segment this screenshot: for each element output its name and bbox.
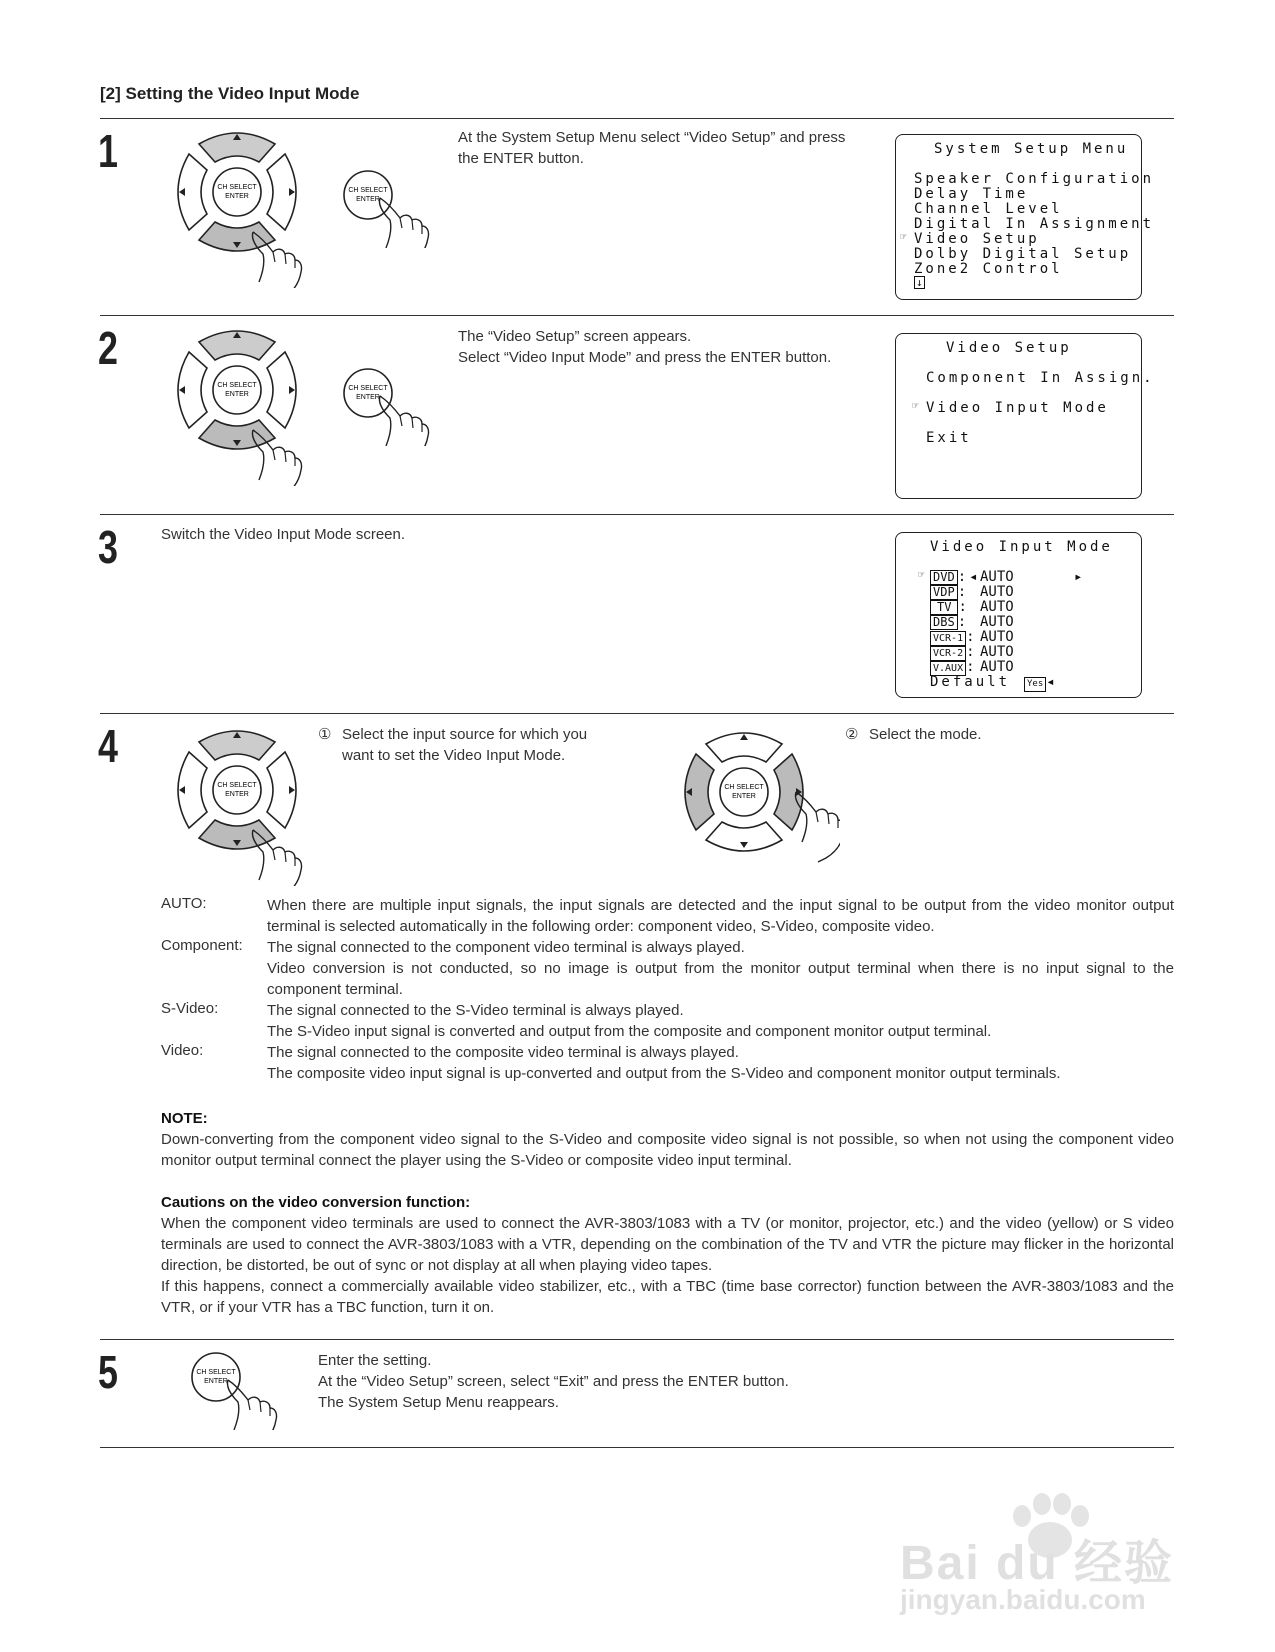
sub-step-1-marker: ① [318, 726, 332, 743]
mode-value: AUTO [980, 599, 1014, 615]
remote-dpad-down-pressed [175, 726, 305, 886]
glossary-definition: The composite video input signal is up-converted and output from the S-Video and component monitor output terminals. [267, 1065, 1061, 1082]
enter-button-pressed [340, 366, 430, 446]
cautions-paragraph: If this happens, connect a commercially available video stabilizer, etc., with a TBC (time base corrector) function between the AVR-3803/1083 and the VTR, or if your VTR has a TBC function, turn it on. [161, 1278, 1174, 1316]
step-2-text-line2: Select “Video Input Mode” and press the ENTER button. [458, 349, 832, 366]
sub-step-2-text: Select the mode. [869, 726, 982, 743]
osd-title: System Setup Menu [934, 141, 1129, 157]
divider [100, 118, 1174, 119]
osd-item: Digital In Assignment [914, 216, 1155, 232]
section-title: [2] Setting the Video Input Mode [100, 84, 360, 103]
sub-step-1-line2: want to set the Video Input Mode. [342, 747, 566, 764]
pointer-icon: ☞ [900, 230, 910, 243]
arrow-right-icon: ▸ [1074, 569, 1083, 585]
step-number: 2 [98, 322, 118, 374]
watermark-url: jingyan.baidu.com [900, 1584, 1146, 1615]
mode-value: AUTO [980, 659, 1014, 675]
source-tag: TV [930, 600, 958, 615]
source-tag: VCR-1 [930, 631, 966, 646]
mode-value: AUTO [980, 584, 1014, 600]
mode-value: AUTO [980, 629, 1014, 645]
svg-text:CH SELECT: CH SELECT [217, 184, 257, 191]
osd-item: Channel Level [914, 201, 1063, 217]
source-tag: DBS [930, 615, 958, 630]
divider [100, 1447, 1174, 1448]
svg-text:ENTER: ENTER [356, 196, 380, 203]
step-number: 4 [98, 720, 118, 772]
glossary-definition: The signal connected to the component video terminal is always played. [267, 939, 745, 956]
source-tag: DVD [930, 570, 958, 585]
mode-value: AUTO [980, 569, 1014, 585]
baidu-watermark [900, 1480, 1200, 1640]
remote-dpad-down-pressed [175, 326, 305, 486]
divider [100, 514, 1174, 515]
note-heading: NOTE: [161, 1110, 208, 1127]
enter-button-pressed [188, 1350, 288, 1430]
osd-item: Zone2 Control [914, 261, 1063, 277]
step-1-text: At the System Setup Menu select “Video Setup” and press the ENTER button. [458, 129, 846, 167]
step-number: 1 [98, 125, 118, 177]
svg-text:ENTER: ENTER [356, 394, 380, 401]
osd-item: Exit [926, 430, 972, 446]
osd-video-setup [895, 333, 1155, 499]
step-5-line3: The System Setup Menu reappears. [318, 1394, 559, 1411]
osd-item-selected: Video Setup [914, 231, 1040, 247]
glossary-definition: The signal connected to the S-Video terminal is always played. [267, 1002, 684, 1019]
glossary-term: Component: [161, 937, 243, 954]
mode-value: AUTO [980, 614, 1014, 630]
cautions-heading: Cautions on the video conversion function: [161, 1194, 471, 1211]
osd-item: Delay Time [914, 186, 1029, 202]
sub-step-2-marker: ② [845, 726, 859, 743]
osd-item: Component In Assign. [926, 370, 1155, 386]
svg-text:ENTER: ENTER [732, 793, 756, 800]
glossary-definition: The S-Video input signal is converted and output from the composite and component monitor output terminal. [267, 1023, 992, 1040]
step-5-line1: Enter the setting. [318, 1352, 432, 1369]
osd-system-setup-menu [895, 134, 1155, 300]
osd-title: Video Input Mode [930, 539, 1113, 555]
svg-text:ENTER: ENTER [225, 791, 249, 798]
svg-text:CH SELECT: CH SELECT [196, 1369, 236, 1376]
step-3-text: Switch the Video Input Mode screen. [161, 526, 406, 543]
osd-item-selected: Video Input Mode [926, 400, 1109, 416]
default-value: Yes [1024, 677, 1046, 692]
mode-value: AUTO [980, 644, 1014, 660]
svg-text:ENTER: ENTER [225, 391, 249, 398]
remote-dpad-down-pressed [175, 128, 305, 288]
enter-button [213, 168, 261, 216]
osd-item: Speaker Configuration [914, 171, 1155, 187]
pointer-icon: ☞ [912, 399, 922, 412]
watermark-brand: Bai du 经验 [900, 1537, 1175, 1590]
enter-button-pressed [340, 168, 430, 248]
svg-text:CH SELECT: CH SELECT [724, 784, 764, 791]
pointer-icon: ☞ [918, 568, 928, 581]
osd-title: Video Setup [946, 340, 1072, 356]
glossary-definition: When there are multiple input signals, the input signals are detected and the input signal to be output from the video monitor output terminal is selected automatically in the following order: component video, S-Video, composite video. [267, 897, 1174, 935]
glossary-term: Video: [161, 1042, 204, 1059]
default-label: Default [930, 674, 1011, 690]
source-tag: VCR-2 [930, 646, 966, 661]
note-text: Down-converting from the component video signal to the S-Video and composite video signal is not possible, so when not using the component video monitor output terminal connect the player using the S-Video or composite video input terminal. [161, 1131, 1174, 1169]
source-tag: VDP [930, 585, 958, 600]
step-number: 3 [98, 521, 118, 573]
step-5-line2: At the “Video Setup” screen, select “Exit” and press the ENTER button. [318, 1373, 789, 1390]
svg-text:ENTER: ENTER [204, 1378, 228, 1385]
divider [100, 713, 1174, 714]
glossary-term: AUTO: [161, 895, 207, 912]
svg-text:CH SELECT: CH SELECT [217, 782, 257, 789]
remote-dpad-left-right-pressed [680, 726, 840, 866]
svg-text:CH SELECT: CH SELECT [348, 187, 388, 194]
glossary-definition: Video conversion is not conducted, so no image is output from the monitor output terminal when there is no input signal to the component terminal. [267, 960, 1174, 998]
svg-text:CH SELECT: CH SELECT [348, 385, 388, 392]
glossary-term: S-Video: [161, 1000, 219, 1017]
scroll-down-icon: ↓ [916, 276, 923, 289]
svg-text:ENTER: ENTER [225, 193, 249, 200]
cautions-paragraph: When the component video terminals are used to connect the AVR-3803/1083 with a TV (or monitor, projector, etc.) and the video (yellow) or S video terminals are used to connect the AVR-3803/1083 with a VTR, depending on the combination of the TV and VTR the picture may flicker in the horizontal direction, be distorted, be out of sync or not display at all when playing video tapes. [161, 1215, 1174, 1274]
sub-step-1-line1: Select the input source for which you [342, 726, 588, 743]
svg-text:CH SELECT: CH SELECT [217, 382, 257, 389]
step-2-text-line1: The “Video Setup” screen appears. [458, 328, 692, 345]
osd-item: Dolby Digital Setup [914, 246, 1132, 262]
osd-video-input-mode: Video Input Mode ☞ DVD :◂ AUTO ▸ VDP : AUTO TV : AUTO DBS : AUTO VCR-1 : AUTO VCR-2 : AUTO V.AUX : AUTO Default Yes ◂ [895, 532, 1142, 698]
divider [100, 1339, 1174, 1340]
glossary-definition: The signal connected to the composite video terminal is always played. [267, 1044, 739, 1061]
source-tag: V.AUX [930, 661, 966, 676]
divider [100, 315, 1174, 316]
step-number: 5 [98, 1346, 118, 1398]
